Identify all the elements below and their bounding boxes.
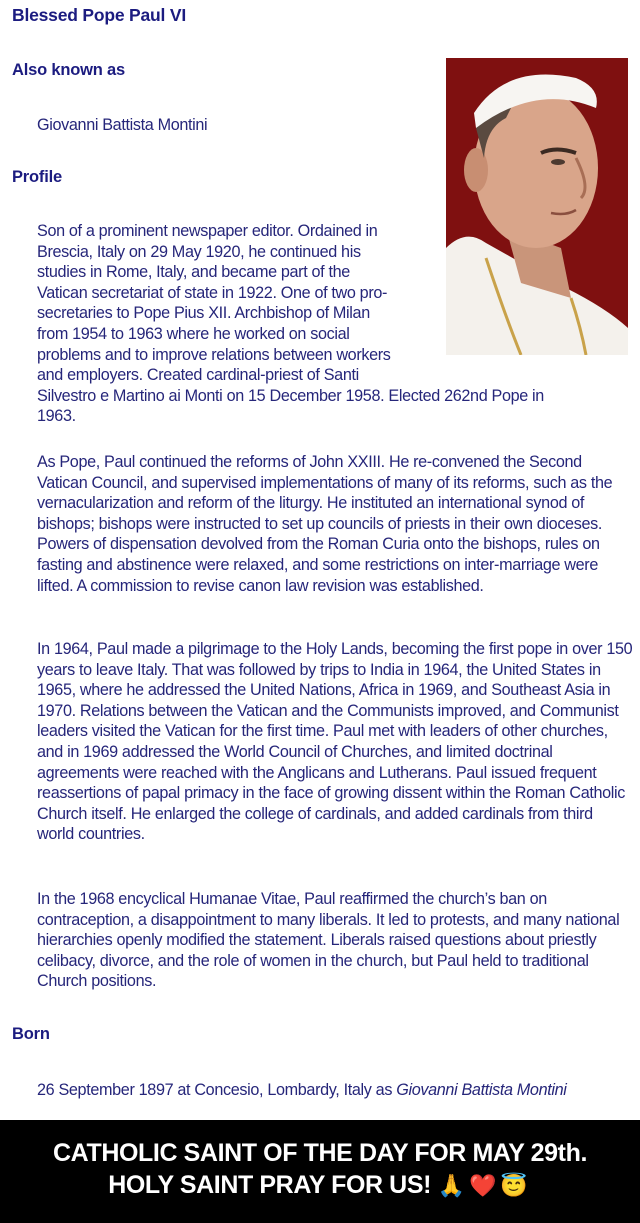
saint-of-day-banner bbox=[0, 1120, 640, 1223]
profile-paragraph-1: Son of a prominent newspaper editor. Ordained in Brescia, Italy on 29 May 1920, he continued his studies in Rome, Italy, and became part of the Vatican secretariat of state in 1922. One of two pro- secretaries to Pope Pius XII. Archbishop of Milan from 1954 to 1963 where he worked on social problems and to improve relations between workers and employers. Created cardinal-priest of Santi Silvestro e Martino ai Monti on 15 December 1958. Elected 262nd Pope in 1963. bbox=[37, 222, 544, 426]
page-title: Blessed Pope Paul VI bbox=[12, 5, 186, 25]
pope-portrait-icon bbox=[446, 58, 628, 355]
also-known-as-heading: Also known as bbox=[12, 61, 125, 79]
banner-line-2: HOLY SAINT PRAY FOR US! 🙏❤️😇 bbox=[108, 1171, 532, 1199]
profile-heading: Profile bbox=[12, 168, 62, 186]
banner-line-1: CATHOLIC SAINT OF THE DAY FOR MAY 29th. bbox=[53, 1139, 587, 1167]
portrait-image bbox=[446, 58, 628, 355]
profile-paragraph-2: As Pope, Paul continued the reforms of John XXIII. He re-convened the Second Vatican Council, and supervised implementations of many of its reforms, such as the vernacularization and reform of the liturgy. He instituted an international synod of bishops; bishops were instructed to set up councils of priests in their own dioceses. Powers of dispensation devolved from the Roman Curia onto the bishops, rules on fasting and abstinence were relaxed, and some restrictions on inter-marriage were lifted. A commission to revise canon law revision was established. bbox=[37, 453, 613, 595]
profile-paragraph-3: In 1964, Paul made a pilgrimage to the Holy Lands, becoming the first pope in over 150 years to leave Italy. That was followed by trips to India in 1964, the United States in 1965, where he addressed the United Nations, Africa in 1969, and Southeast Asia in 1970. Relations between the Vatican and the Communists improved, and Communist leaders visited the Vatican for the first time. Paul met with leaders of other churches, and in 1969 addressed the World Council of Churches, and limited doctrinal agreements were reached with the Anglicans and Lutherans. Paul issued frequent reassertions of papal primacy in the face of growing dissent within the Roman Catholic Church itself. He enlarged the college of cardinals, and added cardinals from third world countries. bbox=[37, 640, 633, 844]
profile-paragraph-4: In the 1968 encyclical Humanae Vitae, Paul reaffirmed the church’s ban on contraception, a disappointment to many liberals. It led to protests, and many national hierarchies openly modified the statement. Liberals raised questions about priestly celibacy, divorce, and the role of women in the church, but Paul held to traditional Church positions. bbox=[37, 890, 620, 991]
born-heading: Born bbox=[12, 1025, 50, 1043]
also-known-as-value: Giovanni Battista Montini bbox=[37, 116, 208, 134]
pray-heart-halo-emoji-icons: 🙏❤️😇 bbox=[437, 1173, 532, 1198]
born-value: 26 September 1897 at Concesio, Lombardy, Italy as Giovanni Battista Montini bbox=[37, 1081, 567, 1099]
born-name-italic: Giovanni Battista Montini bbox=[396, 1081, 567, 1099]
